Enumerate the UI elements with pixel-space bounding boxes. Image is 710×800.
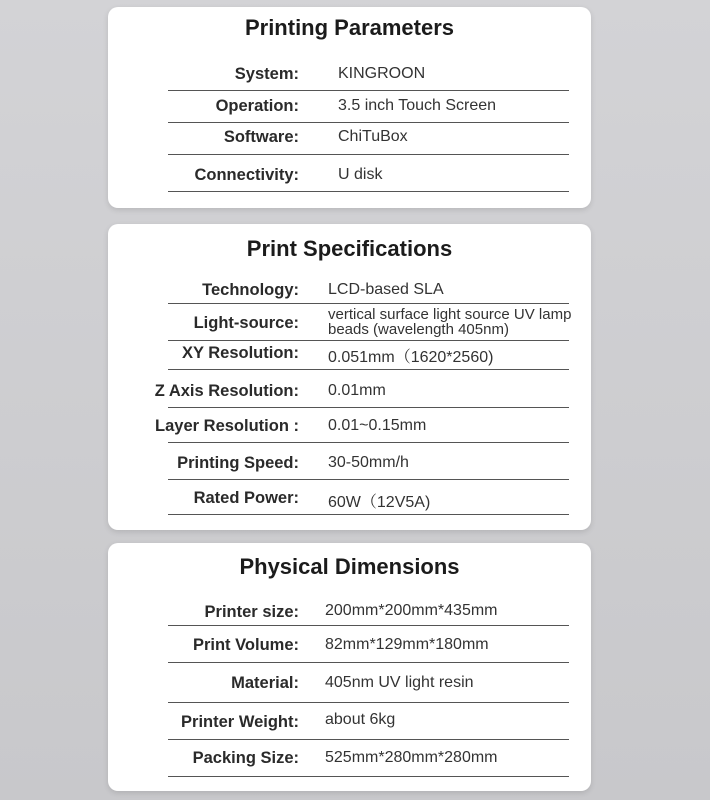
- spec-label: Printer Weight:: [181, 713, 299, 731]
- spec-value: U disk: [338, 166, 383, 183]
- spec-value: ChiTuBox: [338, 128, 408, 145]
- divider: [168, 442, 569, 443]
- section-title: Printing Parameters: [244, 15, 455, 40]
- divider: [168, 662, 569, 663]
- spec-value: 0.01mm: [328, 382, 386, 399]
- spec-value: 30-50mm/h: [328, 454, 409, 471]
- printing-parameters-card: [108, 7, 591, 208]
- spec-value: 200mm*200mm*435mm: [325, 602, 498, 619]
- print-specifications-card: [108, 224, 591, 530]
- divider: [168, 191, 569, 192]
- spec-value: 82mm*129mm*180mm: [325, 636, 489, 653]
- spec-value: LCD-based SLA: [328, 281, 444, 298]
- divider: [168, 122, 569, 123]
- divider: [168, 776, 569, 777]
- spec-label: Technology:: [202, 281, 299, 299]
- divider: [168, 90, 569, 91]
- spec-value: KINGROON: [338, 65, 426, 82]
- physical-dimensions-card: [108, 543, 591, 791]
- spec-label: Material:: [231, 674, 299, 692]
- spec-label: System:: [234, 65, 299, 83]
- divider: [168, 407, 569, 408]
- spec-value: about 6kg: [325, 711, 396, 728]
- spec-label: Software:: [223, 128, 299, 146]
- spec-value: vertical surface light source UV lamp beads (wavelength 405nm): [328, 306, 572, 338]
- spec-value: 60W（12V5A): [328, 494, 431, 511]
- spec-value: 3.5 inch Touch Screen: [338, 97, 497, 114]
- spec-value: 0.01~0.15mm: [328, 417, 427, 434]
- divider: [168, 303, 569, 304]
- spec-label: Print Volume:: [192, 636, 299, 654]
- spec-label: Connectivity:: [194, 166, 299, 184]
- spec-label: Z Axis Resolution:: [154, 382, 299, 400]
- divider: [168, 739, 569, 740]
- spec-value: 525mm*280mm*280mm: [325, 749, 498, 766]
- spec-label: Layer Resolution :: [155, 417, 299, 435]
- divider: [168, 369, 569, 370]
- divider: [168, 702, 569, 703]
- spec-label: Light-source:: [193, 314, 299, 332]
- divider: [168, 340, 569, 341]
- spec-label: XY Resolution:: [181, 344, 299, 362]
- divider: [168, 154, 569, 155]
- spec-label: Printer size:: [204, 603, 299, 621]
- divider: [168, 625, 569, 626]
- divider: [168, 479, 569, 480]
- spec-label: Printing Speed:: [177, 454, 299, 472]
- divider: [168, 514, 569, 515]
- spec-value: 0.051mm（1620*2560): [328, 349, 494, 366]
- spec-label: Rated Power:: [193, 489, 299, 507]
- spec-label: Operation:: [215, 97, 299, 115]
- section-title: Print Specifications: [246, 236, 453, 261]
- section-title: Physical Dimensions: [239, 554, 460, 579]
- spec-value: 405nm UV light resin: [325, 674, 474, 691]
- spec-label: Packing Size:: [192, 749, 299, 767]
